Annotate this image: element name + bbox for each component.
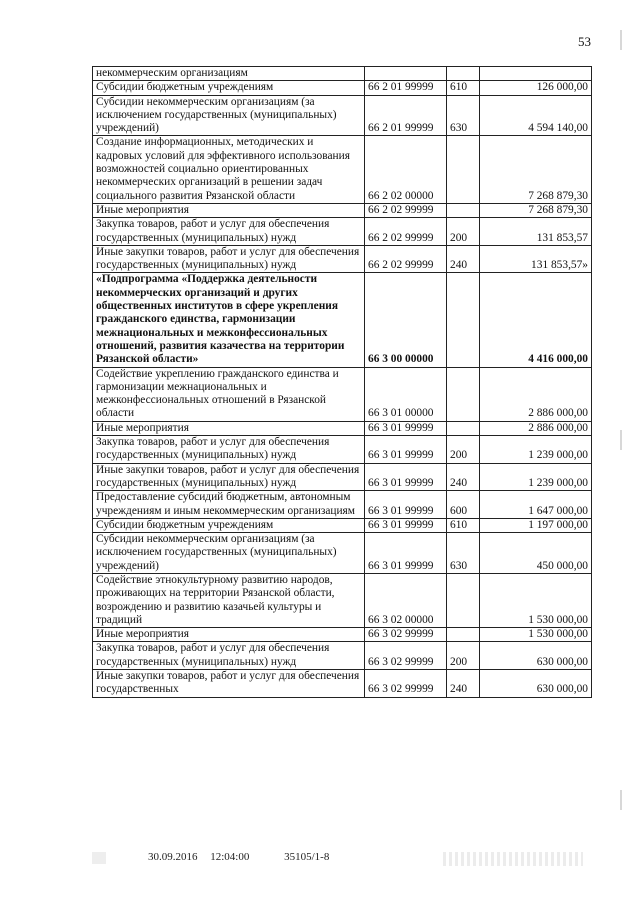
table-row — [93, 642, 592, 670]
page-number: 53 — [578, 34, 591, 49]
row-name-cell: Содействие этнокультурному развитию народов, проживающих на территории Рязанской области, возрождению и развитию казачьей культуры и традиций — [93, 573, 365, 627]
row-type-cell: 630 — [447, 533, 480, 574]
row-amount-cell: 4 416 000,00 — [480, 273, 592, 367]
table-row — [93, 367, 592, 421]
row-code-cell: 66 2 02 99999 — [365, 245, 447, 273]
row-amount-cell: 1 647 000,00 — [480, 491, 592, 519]
row-code-cell: 66 3 01 99999 — [365, 421, 447, 435]
row-amount-cell: 2 886 000,00 — [480, 421, 592, 435]
row-amount-cell: 7 268 879,30 — [480, 136, 592, 203]
table-row — [93, 218, 592, 246]
row-type-cell: 200 — [447, 642, 480, 670]
row-type-cell: 240 — [447, 463, 480, 491]
row-type-cell: 610 — [447, 518, 480, 532]
row-amount-cell: 4 594 140,00 — [480, 95, 592, 136]
table-row — [93, 245, 592, 273]
row-code-cell: 66 3 01 99999 — [365, 533, 447, 574]
row-amount-cell: 1 239 000,00 — [480, 463, 592, 491]
row-amount-cell: 1 530 000,00 — [480, 573, 592, 627]
table-row — [93, 203, 592, 217]
row-name-cell: Иные мероприятия — [93, 421, 365, 435]
row-name-cell: Иные закупки товаров, работ и услуг для обеспечения государственных (муниципальных) нужд — [93, 245, 365, 273]
row-type-cell — [447, 273, 480, 367]
table-row — [93, 81, 592, 95]
row-name-cell: «Подпрограмма «Поддержка деятельности некоммерческих организаций и других общественных институтов в сфере укрепления гражданского единства, гармонизации межнациональных и межконфессиональных отношений, развития казачества на территории Рязанской области» — [93, 273, 365, 367]
row-type-cell: 610 — [447, 81, 480, 95]
row-type-cell — [447, 421, 480, 435]
row-amount-cell: 7 268 879,30 — [480, 203, 592, 217]
row-amount-cell: 1 197 000,00 — [480, 518, 592, 532]
row-amount-cell: 1 239 000,00 — [480, 436, 592, 464]
row-amount-cell: 131 853,57 — [480, 218, 592, 246]
row-name-cell: Иные мероприятия — [93, 628, 365, 642]
row-code-cell: 66 2 01 99999 — [365, 81, 447, 95]
row-type-cell — [447, 136, 480, 203]
row-code-cell: 66 3 01 99999 — [365, 518, 447, 532]
row-amount-cell: 126 000,00 — [480, 81, 592, 95]
row-amount-cell — [480, 67, 592, 81]
row-code-cell: 66 2 01 99999 — [365, 95, 447, 136]
row-code-cell: 66 3 02 99999 — [365, 628, 447, 642]
table-row — [93, 136, 592, 203]
row-type-cell — [447, 628, 480, 642]
row-name-cell: некоммерческим организациям — [93, 67, 365, 81]
row-name-cell: Предоставление субсидий бюджетным, автономным учреждениям и иным некоммерческим организациям — [93, 491, 365, 519]
edge-mark — [620, 430, 622, 450]
row-code-cell: 66 3 02 00000 — [365, 573, 447, 627]
row-amount-cell: 630 000,00 — [480, 642, 592, 670]
row-code-cell: 66 3 01 99999 — [365, 491, 447, 519]
row-name-cell: Закупка товаров, работ и услуг для обеспечения государственных (муниципальных) нужд — [93, 642, 365, 670]
row-type-cell: 240 — [447, 245, 480, 273]
table-row — [93, 491, 592, 519]
row-amount-cell: 630 000,00 — [480, 670, 592, 698]
row-type-cell: 240 — [447, 670, 480, 698]
row-code-cell: 66 2 02 00000 — [365, 136, 447, 203]
row-amount-cell: 450 000,00 — [480, 533, 592, 574]
faint-stamp — [443, 852, 583, 866]
row-amount-cell: 131 853,57» — [480, 245, 592, 273]
table-row — [93, 463, 592, 491]
row-name-cell: Иные закупки товаров, работ и услуг для обеспечения государственных (муниципальных) нужд — [93, 463, 365, 491]
row-amount-cell: 1 530 000,00 — [480, 628, 592, 642]
row-type-cell: 600 — [447, 491, 480, 519]
footer-doc-number: 35105/1-8 — [284, 851, 330, 863]
row-name-cell: Субсидии некоммерческим организациям (за исключением государственных (муниципальных) учреждений) — [93, 95, 365, 136]
row-name-cell: Закупка товаров, работ и услуг для обеспечения государственных (муниципальных) нужд — [93, 436, 365, 464]
row-code-cell: 66 3 01 00000 — [365, 367, 447, 421]
budget-table-body — [93, 67, 592, 698]
edge-mark — [620, 790, 622, 810]
row-code-cell: 66 3 01 99999 — [365, 436, 447, 464]
row-type-cell — [447, 573, 480, 627]
table-row — [93, 67, 592, 81]
row-name-cell: Субсидии бюджетным учреждениям — [93, 81, 365, 95]
row-type-cell — [447, 67, 480, 81]
row-name-cell: Субсидии некоммерческим организациям (за исключением государственных (муниципальных) учреждений) — [93, 533, 365, 574]
table-row — [93, 273, 592, 367]
row-code-cell: 66 2 02 99999 — [365, 218, 447, 246]
table-row — [93, 628, 592, 642]
row-code-cell: 66 3 02 99999 — [365, 670, 447, 698]
row-type-cell: 200 — [447, 436, 480, 464]
row-type-cell: 630 — [447, 95, 480, 136]
row-type-cell — [447, 367, 480, 421]
budget-table — [92, 66, 592, 698]
table-row — [93, 421, 592, 435]
row-name-cell: Содействие укреплению гражданского единства и гармонизации межнациональных и межконфессиональных отношений в Рязанской области — [93, 367, 365, 421]
row-type-cell — [447, 203, 480, 217]
table-row — [93, 533, 592, 574]
row-name-cell: Создание информационных, методических и кадровых условий для эффективного использования возможностей социально ориентированных некоммерческих организаций в решении задач социального развития Рязанской области — [93, 136, 365, 203]
footer-date: 30.09.2016 — [148, 851, 198, 863]
row-amount-cell: 2 886 000,00 — [480, 367, 592, 421]
row-code-cell: 66 3 02 99999 — [365, 642, 447, 670]
table-row — [93, 518, 592, 532]
row-type-cell: 200 — [447, 218, 480, 246]
table-row — [93, 670, 592, 698]
row-code-cell: 66 2 02 99999 — [365, 203, 447, 217]
row-name-cell: Иные мероприятия — [93, 203, 365, 217]
footer-time: 12:04:00 — [210, 851, 250, 863]
row-name-cell: Субсидии бюджетным учреждениям — [93, 518, 365, 532]
table-row — [93, 436, 592, 464]
table-row — [93, 573, 592, 627]
row-code-cell: 66 3 01 99999 — [365, 463, 447, 491]
page-footer — [148, 851, 329, 863]
table-row — [93, 95, 592, 136]
row-code-cell: 66 3 00 00000 — [365, 273, 447, 367]
scan-artifact — [92, 852, 106, 864]
row-name-cell: Закупка товаров, работ и услуг для обеспечения государственных (муниципальных) нужд — [93, 218, 365, 246]
row-code-cell — [365, 67, 447, 81]
edge-mark — [620, 30, 622, 50]
row-name-cell: Иные закупки товаров, работ и услуг для обеспечения государственных — [93, 670, 365, 698]
